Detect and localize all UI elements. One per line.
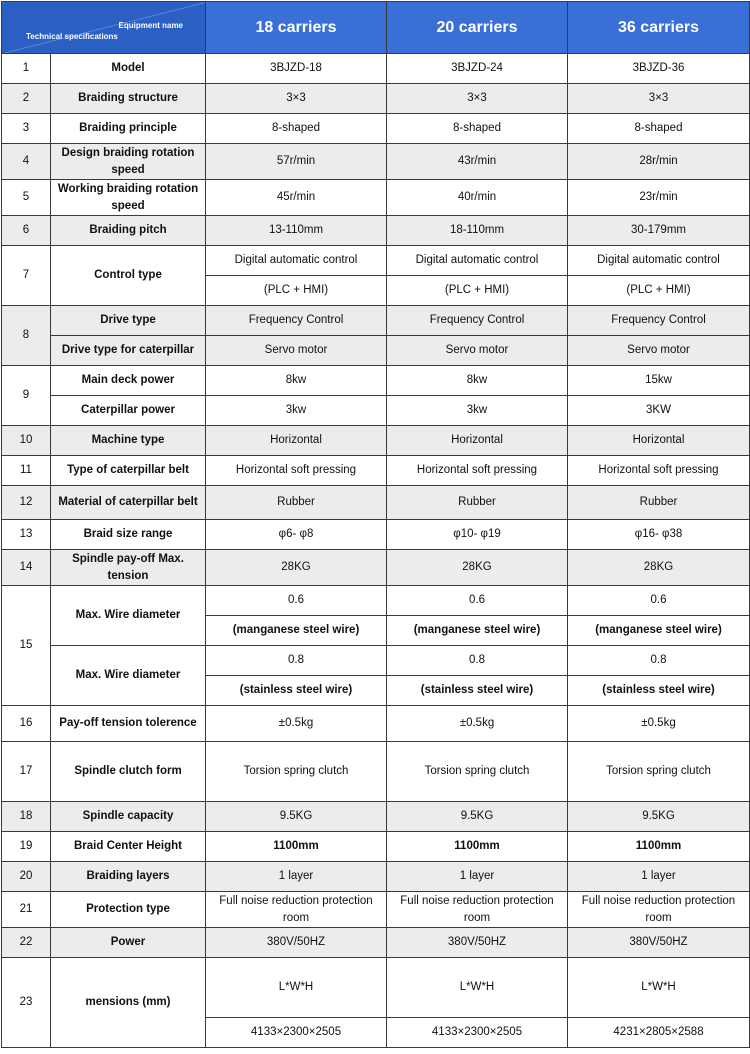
cell-value: 28KG [387,550,568,586]
cell-value: ±0.5kg [568,706,750,742]
header-row [2,2,750,54]
row-number: 7 [2,246,51,306]
row-number: 2 [2,84,51,114]
table-row-16 [2,706,750,742]
row-number: 4 [2,144,51,180]
row-label: Working braiding rotation speed [51,180,206,216]
cell-value: 380V/50HZ [568,928,750,958]
table-row-19 [2,832,750,862]
table-row-8-a [2,306,750,336]
cell-value: 28KG [206,550,387,586]
row-label: Type of caterpillar belt [51,456,206,486]
row-label: Caterpillar power [51,396,206,426]
row-label: Machine type [51,426,206,456]
cell-value: 3kw [387,396,568,426]
cell-value: 1 layer [206,862,387,892]
cell-value: 0.8 [206,646,387,676]
table-row-8-b [2,336,750,366]
spec-table [1,1,750,1048]
table-row-9-a [2,366,750,396]
cell-value: 9.5KG [387,802,568,832]
table-row-4 [2,144,750,180]
cell-value: 0.8 [387,646,568,676]
row-number: 14 [2,550,51,586]
cell-value: 3kw [206,396,387,426]
row-label: Spindle clutch form [51,742,206,802]
row-label: Material of caterpillar belt [51,486,206,520]
row-label: Protection type [51,892,206,928]
row-label: Braiding structure [51,84,206,114]
row-number: 1 [2,54,51,84]
cell-value: ±0.5kg [387,706,568,742]
cell-value: φ6- φ8 [206,520,387,550]
cell-value: 8-shaped [568,114,750,144]
cell-value: 28KG [568,550,750,586]
cell-value: (PLC + HMI) [568,276,750,306]
cell-value: Frequency Control [568,306,750,336]
table-row-21 [2,892,750,928]
table-row-6 [2,216,750,246]
row-number: 15 [2,586,51,706]
cell-value: 3×3 [387,84,568,114]
row-label: Design braiding rotation speed [51,144,206,180]
cell-value: Rubber [568,486,750,520]
cell-note: (stainless steel wire) [568,676,750,706]
cell-value: 1 layer [568,862,750,892]
row-number: 18 [2,802,51,832]
cell-value: 3BJZD-18 [206,54,387,84]
row-label: mensions (mm) [51,958,206,1048]
row-number: 17 [2,742,51,802]
cell-value: Full noise reduction protection room [568,892,750,928]
cell-value: 3BJZD-24 [387,54,568,84]
row-number: 12 [2,486,51,520]
table-row-15-b-value [2,646,750,676]
cell-value: Servo motor [206,336,387,366]
cell-value: 40r/min [387,180,568,216]
cell-value: Horizontal [387,426,568,456]
row-label: Braid size range [51,520,206,550]
cell-value: Digital automatic control [206,246,387,276]
cell-value: L*W*H [206,958,387,1018]
table-row-13 [2,520,750,550]
cell-value: Torsion spring clutch [387,742,568,802]
cell-value: 3BJZD-36 [568,54,750,84]
row-label: Drive type for caterpillar [51,336,206,366]
cell-value: Full noise reduction protection room [206,892,387,928]
cell-value: φ10- φ19 [387,520,568,550]
cell-value: 30-179mm [568,216,750,246]
cell-value: Horizontal soft pressing [387,456,568,486]
cell-value: 1100mm [387,832,568,862]
row-number: 6 [2,216,51,246]
cell-value: 0.8 [568,646,750,676]
cell-value: 3KW [568,396,750,426]
cell-value: 43r/min [387,144,568,180]
cell-value: 0.6 [568,586,750,616]
cell-value: 380V/50HZ [387,928,568,958]
row-number: 13 [2,520,51,550]
row-label: Max. Wire diameter [51,646,206,706]
cell-value: 28r/min [568,144,750,180]
technical-specifications-label: Technical specifications [26,32,118,41]
column-header-20-carriers: 20 carriers [387,2,568,54]
row-number: 11 [2,456,51,486]
cell-value: Servo motor [568,336,750,366]
cell-value: 45r/min [206,180,387,216]
cell-value: Rubber [387,486,568,520]
cell-value: 8kw [387,366,568,396]
row-label: Drive type [51,306,206,336]
equipment-name-label: Equipment name [118,21,183,30]
row-label: Braiding layers [51,862,206,892]
cell-value: 4231×2805×2588 [568,1018,750,1048]
table-row-10 [2,426,750,456]
row-label: Braiding principle [51,114,206,144]
cell-value: 23r/min [568,180,750,216]
table-row-17 [2,742,750,802]
cell-value: φ16- φ38 [568,520,750,550]
row-label: Control type [51,246,206,306]
table-row-23-line-1 [2,958,750,1018]
cell-value: 4133×2300×2505 [206,1018,387,1048]
table-row-1 [2,54,750,84]
row-label: Spindle pay-off Max. tension [51,550,206,586]
cell-value: Torsion spring clutch [568,742,750,802]
cell-value: 9.5KG [568,802,750,832]
cell-value: 8kw [206,366,387,396]
table-row-2 [2,84,750,114]
row-number: 16 [2,706,51,742]
row-number: 23 [2,958,51,1048]
table-row-22 [2,928,750,958]
row-number: 22 [2,928,51,958]
table-row-7-line-1 [2,246,750,276]
cell-value: 4133×2300×2505 [387,1018,568,1048]
row-number: 9 [2,366,51,426]
cell-value: Rubber [206,486,387,520]
cell-value: Frequency Control [206,306,387,336]
row-number: 21 [2,892,51,928]
cell-note: (stainless steel wire) [387,676,568,706]
row-number: 8 [2,306,51,366]
table-row-5 [2,180,750,216]
row-number: 20 [2,862,51,892]
cell-value: 3×3 [568,84,750,114]
cell-note: (manganese steel wire) [206,616,387,646]
cell-value: 380V/50HZ [206,928,387,958]
cell-value: 18-110mm [387,216,568,246]
row-number: 5 [2,180,51,216]
cell-value: L*W*H [568,958,750,1018]
table-row-14 [2,550,750,586]
column-header-36-carriers: 36 carriers [568,2,750,54]
header-corner-cell [2,2,206,54]
table-row-15-a-value [2,586,750,616]
cell-value: 0.6 [387,586,568,616]
cell-value: Horizontal soft pressing [568,456,750,486]
cell-value: Horizontal [206,426,387,456]
cell-value: 3×3 [206,84,387,114]
cell-value: ±0.5kg [206,706,387,742]
cell-value: 13-110mm [206,216,387,246]
cell-value: 9.5KG [206,802,387,832]
row-label: Pay-off tension tolerence [51,706,206,742]
cell-value: Digital automatic control [387,246,568,276]
column-header-18-carriers: 18 carriers [206,2,387,54]
row-label: Max. Wire diameter [51,586,206,646]
cell-value: (PLC + HMI) [387,276,568,306]
cell-value: L*W*H [387,958,568,1018]
cell-value: 15kw [568,366,750,396]
cell-note: (stainless steel wire) [206,676,387,706]
cell-note: (manganese steel wire) [387,616,568,646]
cell-value: 1100mm [206,832,387,862]
row-label: Braiding pitch [51,216,206,246]
cell-value: (PLC + HMI) [206,276,387,306]
cell-value: Digital automatic control [568,246,750,276]
cell-value: 57r/min [206,144,387,180]
cell-value: Frequency Control [387,306,568,336]
table-row-3 [2,114,750,144]
cell-value: 0.6 [206,586,387,616]
cell-value: 8-shaped [387,114,568,144]
cell-value: 1 layer [387,862,568,892]
cell-note: (manganese steel wire) [568,616,750,646]
table-row-11 [2,456,750,486]
row-label: Braid Center Height [51,832,206,862]
cell-value: Horizontal soft pressing [206,456,387,486]
table-row-12 [2,486,750,520]
row-label: Main deck power [51,366,206,396]
row-label: Model [51,54,206,84]
row-number: 3 [2,114,51,144]
table-row-9-b [2,396,750,426]
table-row-20 [2,862,750,892]
row-label: Spindle capacity [51,802,206,832]
cell-value: 8-shaped [206,114,387,144]
row-number: 10 [2,426,51,456]
table-row-18 [2,802,750,832]
cell-value: Servo motor [387,336,568,366]
cell-value: Torsion spring clutch [206,742,387,802]
cell-value: Full noise reduction protection room [387,892,568,928]
cell-value: 1100mm [568,832,750,862]
cell-value: Horizontal [568,426,750,456]
row-number: 19 [2,832,51,862]
row-label: Power [51,928,206,958]
